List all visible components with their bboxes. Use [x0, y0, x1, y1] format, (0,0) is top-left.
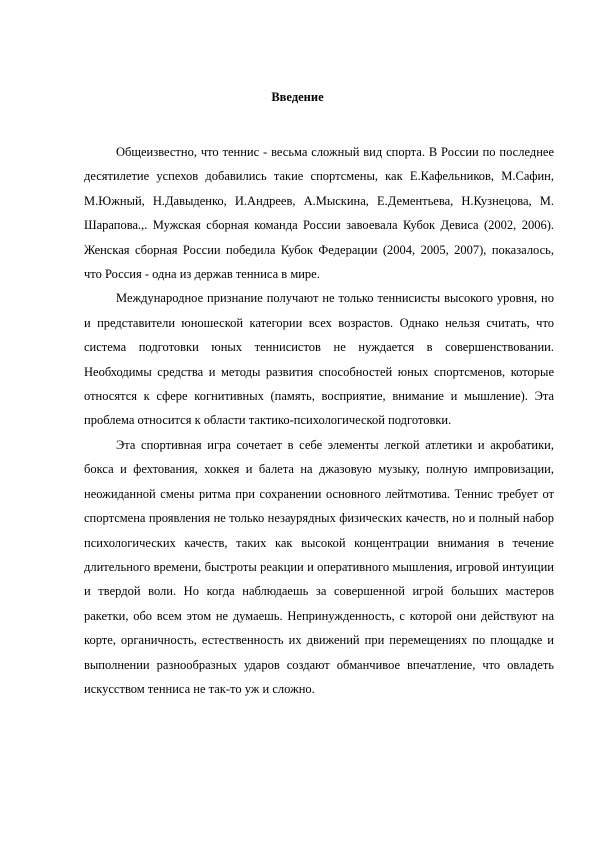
- paragraph-1: Общеизвестно, что теннис - весьма сложный вид спорта. В России по последнее десятилетие успехов добавились такие спортсмены, как Е.Кафельников, М.Сафин, М.Южный, Н.Давыденко, И.Андреев, А.Мыскина, Е.Дементьева, Н.Кузнецова, М. Шарапова.,. Мужская сборная команда России завоевала Кубок Девиса (2002, 2006). Женская сборная России победила Кубок Федерации (2004, 2005, 2007), показалось, что Россия - одна из держав тенниса в мире.: [84, 145, 554, 282]
- document-body: [84, 140, 554, 701]
- document-title: Введение: [271, 90, 324, 104]
- paragraph-3: Эта спортивная игра сочетает в себе элементы легкой атлетики и акробатики, бокса и фехтования, хоккея и балета на джазовую музыку, полную импровизации, неожиданной смены ритма при сохранении основного лейтмотива. Теннис требует от спортсмена проявления не только незаурядных физических качеств, но и полный набор психологических качеств, таких как высокой концентрации внимания в течение длительного времени, быстроты реакции и оперативного мышления, игровой интуиции и твердой воли. Но когда наблюдаешь за совершенной игрой больших мастеров ракетки, обо всем этом не думаешь. Непринужденность, с которой они действуют на корте, органичность, естественность их движений при перемещениях по площадке и выполнении разнообразных ударов создают обманчивое впечатление, что овладеть искусством тенниса не так-то уж и сложно.: [84, 437, 554, 696]
- paragraph-2: Международное признание получают не только теннисисты высокого уровня, но и представители юношеской категории всех возрастов. Однако нельзя считать, что система подготовки юных теннисистов не нуждается в совершенствовании. Необходимы средства и методы развития способностей юных спортсменов, которые относятся к сфере когнитивных (память, восприятие, внимание и мышление). Эта проблема относится к области тактико-психологической подготовки.: [84, 291, 554, 428]
